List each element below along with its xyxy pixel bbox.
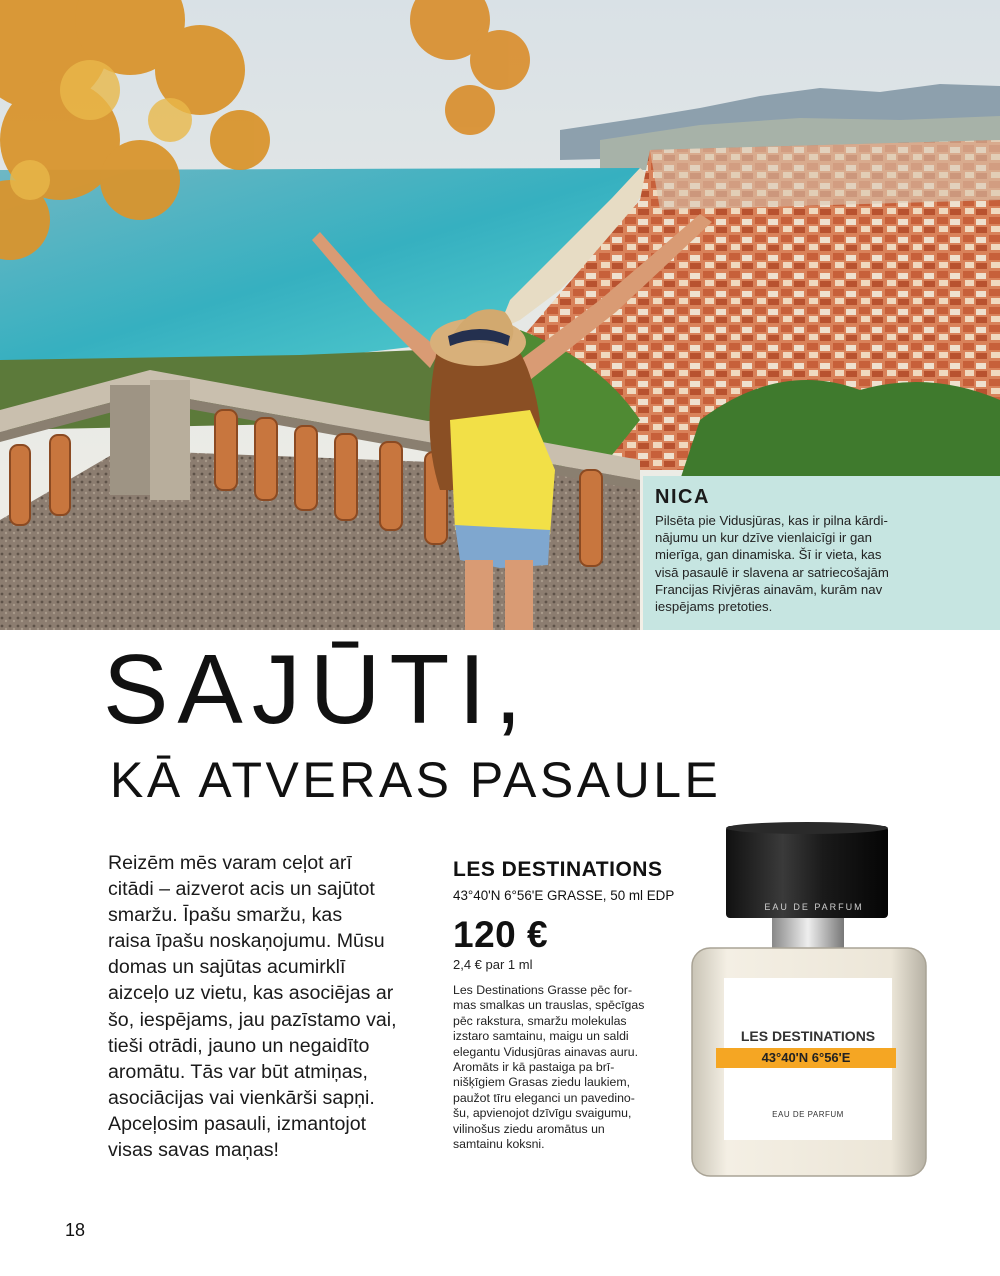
- bottle-label-brand: LES DESTINATIONS: [740, 1028, 876, 1044]
- hero-photo: [0, 0, 1000, 630]
- perfume-bottle: [690, 822, 940, 1182]
- intro-paragraph: [108, 850, 428, 1163]
- nica-description: [655, 512, 986, 615]
- desc-line: pēc rakstura, smaržu molekulas: [453, 1013, 627, 1028]
- intro-line: asociācijas vai vienkārši sapņi.: [108, 1086, 375, 1109]
- desc-line: Aromāts ir kā pastaiga pa brī-: [453, 1060, 615, 1075]
- desc-line: izstaro samtainu, maigu un saldi: [453, 1029, 629, 1044]
- intro-line: tieši otrādi, jauno un negaidīto: [108, 1034, 370, 1057]
- intro-line: šo, iespējams, jau pazīstamo vai,: [108, 1008, 397, 1031]
- bottle-label-coords: 43°40'N 6°56'E: [716, 1048, 896, 1068]
- bottle-cap-band: EAU DE PARFUM: [764, 902, 864, 912]
- nica-line: Pilsēta pie Vidusjūras, kas ir pilna kārdi-: [655, 513, 888, 528]
- nica-line: visā pasaulē ir slavena ar satriecošajām: [655, 564, 889, 580]
- intro-line: smaržu. Īpašu smaržu, kas: [108, 904, 343, 927]
- intro-line: citādi – aizverot acis un sajūtot: [108, 878, 375, 901]
- bottle-label-type: EAU DE PARFUM: [772, 1110, 844, 1119]
- intro-line: Reizēm mēs varam ceļot arī: [108, 852, 352, 874]
- desc-line: samtainu koksni.: [453, 1137, 545, 1152]
- product-name: LES DESTINATIONS: [453, 858, 663, 881]
- headline-line-1: SAJŪTI,: [103, 634, 531, 744]
- nica-caption-box: [643, 476, 1000, 630]
- headline-line-2: KĀ ATVERAS PASAULE: [110, 752, 722, 808]
- intro-line: visas savas maņas!: [108, 1139, 279, 1162]
- nica-line: nājumu un kur dzīve vienlaicīgi ir gan: [655, 530, 872, 546]
- nica-line: iespējams pretoties.: [655, 599, 773, 615]
- unit-price: 2,4 € par 1 ml: [453, 957, 533, 972]
- desc-line: paužot tīru eleganci un pavedino-: [453, 1090, 635, 1105]
- nica-title: NICA: [655, 486, 710, 508]
- product-subtitle: 43°40'N 6°56'E GRASSE, 50 ml EDP: [453, 888, 675, 903]
- intro-line: Apceļosim pasauli, izmantojot: [108, 1112, 367, 1135]
- page-number: 18: [65, 1220, 86, 1240]
- desc-line: šu, apvienojot dzīvīgu svaigumu,: [453, 1106, 632, 1121]
- nica-line: mierīga, gan dinamiska. Šī ir vieta, kas: [655, 547, 882, 563]
- intro-line: aizceļo uz vietu, kas asociējas ar: [108, 982, 394, 1005]
- nica-line: Francijas Rivjēras ainavām, kurām nav: [655, 581, 883, 597]
- desc-line: mas smalkas un trauslas, spēcīgas: [453, 998, 645, 1013]
- perfume-bottle-illustration: [690, 822, 940, 1182]
- intro-line: aromātu. Tās var būt atmiņas,: [108, 1060, 368, 1083]
- intro-line: domas un sajūtas acumirklī: [108, 956, 346, 979]
- product-price: 120 €: [453, 914, 549, 955]
- desc-line: vilinošus ziedu aromātus un: [453, 1121, 605, 1136]
- product-description: [453, 983, 683, 1152]
- intro-line: raisa īpašu noskaņojumu. Mūsu: [108, 930, 385, 953]
- desc-line: nišķīgiem Grasas ziedu laukiem,: [453, 1075, 631, 1090]
- desc-line: elegantu Vidusjūras ainavas auru.: [453, 1044, 639, 1059]
- desc-line: Les Destinations Grasse pēc for-: [453, 983, 633, 997]
